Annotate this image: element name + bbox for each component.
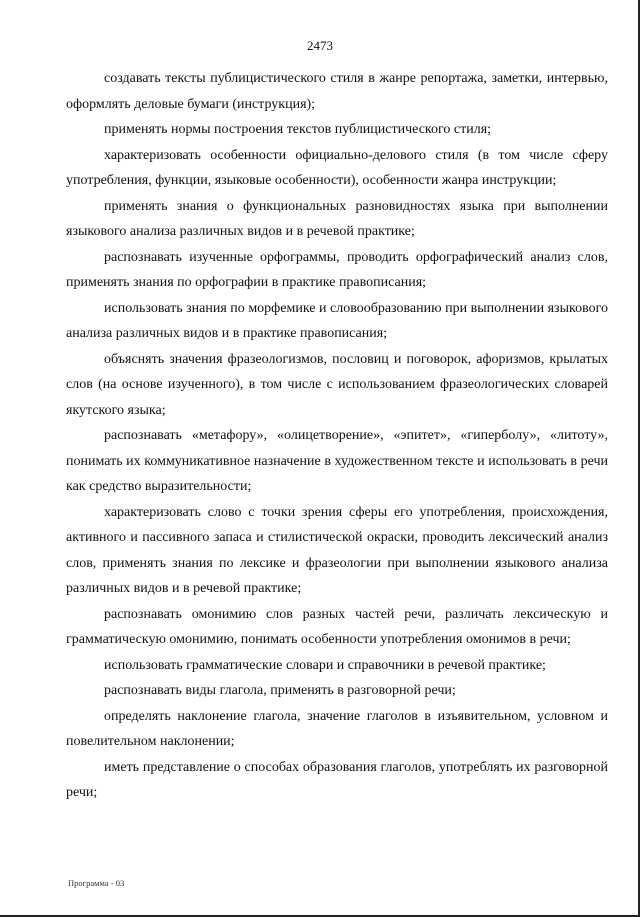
paragraph: применять знания о функциональных разновидностях языка при выполнении языкового анализа различных видов и в речевой практике; <box>66 198 608 239</box>
footer-label: Программа - 03 <box>68 878 125 888</box>
paragraph: определять наклонение глагола, значение глаголов в изъявительном, условном и повелительном наклонении; <box>66 708 608 749</box>
paragraph: использовать грамматические словари и справочники в речевой практике; <box>104 657 546 673</box>
paragraph: создавать тексты публицистического стиля в жанре репортажа, заметки, интервью, оформлять деловые бумаги (инструкция); <box>66 71 608 112</box>
page-number: 2473 <box>307 38 333 53</box>
paragraph: распознавать омонимию слов разных частей речи, различать лексическую и грамматическую омонимию, понимать особенности употребления омонимов в речи; <box>66 606 608 647</box>
paragraph: применять нормы построения текстов публицистического стиля; <box>104 122 492 137</box>
paragraph: характеризовать слово с точки зрения сферы его употребления, происхождения, активного и пассивного запаса и стилистической окраски, проводить лексический анализ слов, применять знания по лексике и фразеологии при выполнении языкового анализа различных видов и в речевой практике; <box>66 504 608 596</box>
paragraph: иметь представление о способах образования глаголов, употреблять их разговорной речи; <box>66 759 608 800</box>
paragraph: объяснять значения фразеологизмов, пословиц и поговорок, афоризмов, крылатых слов (на основе изученного), в том числе с использованием фразеологических словарей якутского языка; <box>66 351 608 418</box>
body-text <box>66 66 608 806</box>
paragraph: распознавать виды глагола, применять в разговорной речи; <box>104 683 456 698</box>
paragraph: распознавать «метафору», «олицетворение», «эпитет», «гиперболу», «литоту», понимать их коммуникативное назначение в художественном тексте и использовать в речи как средство выразительности; <box>66 428 608 494</box>
paragraph: распознавать изученные орфограммы, проводить орфографический анализ слов, применять знания по орфографии в практике правописания; <box>66 249 608 290</box>
paragraph: использовать знания по морфемике и словообразованию при выполнении языкового анализа различных видов и в практике правописания; <box>66 300 608 341</box>
paragraph: характеризовать особенности официально-делового стиля (в том числе сферу употребления, функции, языковые особенности), особенности жанра инструкции; <box>66 147 608 188</box>
